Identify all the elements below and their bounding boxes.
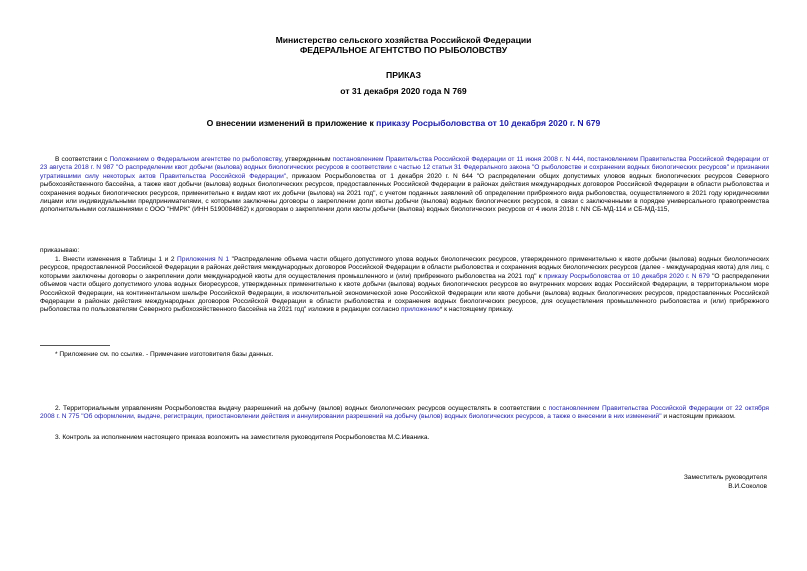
government-decree-444-link[interactable]: постановлением Правительства Российской Федерации от 11 июня 2008 г. N 444: [332, 156, 584, 163]
signature-block: [684, 474, 767, 491]
regulation-link[interactable]: Положением о Федеральном агентстве по рыболовству: [109, 156, 282, 163]
date-number-heading: от 31 декабря 2020 года N 769: [340, 86, 467, 96]
order-679-link[interactable]: приказу Росрыболовства от 10 декабря 2020 г. N 679: [543, 272, 710, 280]
item1-text: * к настоящему приказу.: [439, 306, 514, 314]
preamble-text: ,: [583, 156, 588, 163]
footnote: * Приложение см. по ссылке. - Примечание изготовителя базы данных.: [55, 351, 274, 358]
orders-word: приказываю:: [40, 247, 80, 254]
item1-text: "Распределение объема части общего допустимого улова водных биологических ресурсов, утвержденного применительно к квоте добычи (вылова) водных биологических ресурсов, предоставленной Российской Федерации в районах действия международных договоров Российской Федерации в области рыболовства и сохранения водных биологических ресурсов (далее - международная квота) для лиц, с которыми заключены договоры о закреплении доли международной квоты для осуществления промышленного и (или) прибрежного рыболовства на 2021 год" к: [40, 256, 769, 280]
ministry-heading: Министерство сельского хозяйства Российской Федерации: [275, 35, 532, 45]
item-1: [40, 256, 769, 315]
item1-text: 1. Внести изменения в Таблицы 1 и 2: [55, 256, 178, 263]
footnote-divider: [40, 345, 110, 346]
agency-heading: ФЕДЕРАЛЬНОЕ АГЕНТСТВО ПО РЫБОЛОВСТВУ: [299, 45, 508, 55]
preamble-text: В соответствии с: [55, 156, 110, 163]
document-title: [0, 118, 807, 128]
title-prefix: О внесении изменений в приложение к: [206, 118, 377, 128]
preamble-text: , утвержденным: [281, 156, 333, 163]
item1-text: "О распределении объемов части общего допустимого улова водных биоресурсов, утвержденных применительно к квоте добычи (вылова) водных биологических ресурсов во внутренних морских водах Российской Федерации, в территориальном море Российской Федерации, на континентальном шельфе Российской Федерации, в исключительной экономической зоне Российской Федерации или квоте добычи (вылова) водных биологических ресурсов, предоставленных Российской Федерации в районах действия международных договоров Российской Федерации в области рыболовства и сохранения водных биологических ресурсов, для осуществления промышленного рыболовства и (или) прибрежного рыболовства по пользователям Северного рыбохозяйственного бассейна на 2021 год" изложив в редакции согласно: [40, 272, 770, 314]
signatory-name: В.И.Соколов: [728, 482, 767, 490]
preamble: [40, 156, 769, 215]
doc-type-heading: ПРИКАЗ: [386, 70, 421, 80]
preamble-text: , приказом Росрыболовства от 1 декабря 2020 г. N 644 "О распределении общих допустимых уловов водных биологических ресурсов Северного рыбохозяйственного бассейна, а также квот добычи (вылова) водных биологических ресурсов, предоставленных Российской Федерации в районах действия международных договоров Российской Федерации в области рыболовства и сохранения водных биологических ресурсов, применительно к видам квот их добычи (вылова) на 2021 год", с учетом поданных заявлений об определении прибрежного вида рыболовства, осуществляемого в 2021 году юридическими лицами или индивидуальными предпринимателями, с которыми заключены договоры о закреплении доли квоты добычи (вылова) водных биологических ресурсов, в связи с заключенными в порядке универсального правопреемства дополнительными соглашениями с ООО "НМРК" (ИНН 5190084862) к договорам о закреплении доли квоты добычи (вылова) водных биологических ресурсов от 4 июля 2018 г. NN СБ-МД-114 и СБ-МД-115,: [40, 172, 769, 214]
item-3: 3. Контроль за исполнением настоящего приказа возложить на заместителя руководителя Росрыболовства М.С.Иваника.: [55, 434, 430, 441]
government-decree-987-link[interactable]: постановлением Правительства Российской Федерации от 23 августа 2018 г. N 987 "О распределении квот добычи (вылова) водных биологических ресурсов в соответствии с частью 12 статьи 31 Федерального закона "О рыболовстве и сохранении водных биологических ресурсов" и признании утратившими силу некоторых актов Правительства Российской Федерации": [40, 156, 769, 180]
title-order-link[interactable]: приказу Росрыболовства от 10 декабря 2020 г. N 679: [376, 118, 601, 128]
item2-text: 2. Территориальным управлениям Росрыболовства выдачу разрешений на добычу (вылов) водных биологических ресурсов осуществлять в соответствии с: [55, 405, 549, 412]
item-2: [40, 405, 769, 422]
government-decree-775-link[interactable]: постановлением Правительства Российской Федерации от 22 октября 2008 г. N 775 "Об оформлении, выдаче, регистрации, приостановлении действия и аннулировании разрешений на добычу (вылов) водных биологических ресурсов, а также о внесении в них изменений": [40, 405, 769, 421]
appendix-1-link[interactable]: Приложения N 1: [177, 256, 230, 263]
appendix-link[interactable]: приложению: [400, 306, 440, 314]
signatory-position: Заместитель руководителя: [683, 474, 767, 481]
item2-text: и настоящим приказом.: [661, 413, 736, 421]
